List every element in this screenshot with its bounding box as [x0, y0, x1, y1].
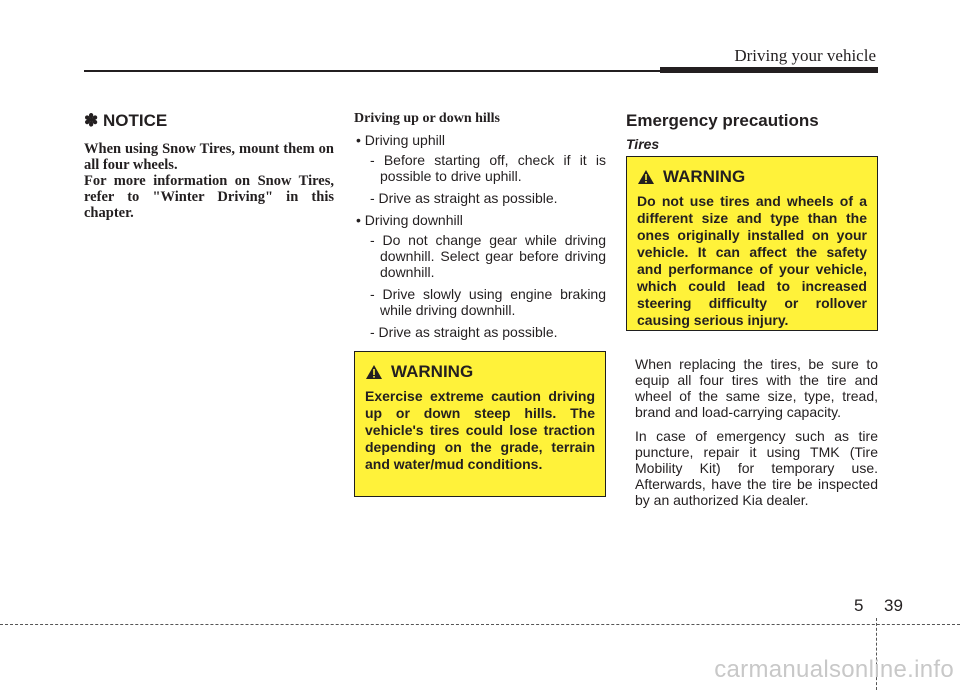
downhill-label: • Driving downhill — [356, 212, 463, 228]
paragraph: In case of emergency such as tire puncture, repair it using TMK (Tire Mobility Kit) for temporary use. Afterwards, have the tire be inspected by an authorized Kia dealer. — [635, 428, 878, 508]
footer-divider — [0, 624, 960, 625]
hill-warning-text: Exercise extreme caution driving up or down steep hills. The vehicle's tires could lose traction depending on the grade, terrain and water/mud conditions. — [365, 388, 595, 472]
emergency-title: Emergency precautions — [626, 111, 819, 130]
tires-warning-text: Do not use tires and wheels of a different size and type than the ones originally installed on your vehicle. It can affect the safety and performance of your vehicle, which could lead to increased steering difficulty or rollover causing serious injury. — [637, 193, 867, 328]
uphill-label: • Driving uphill — [356, 132, 445, 148]
list-item: - Drive as straight as possible. — [370, 324, 558, 340]
notice-title: ✽ NOTICE — [84, 111, 168, 130]
list-item: - Before starting off, check if it is possible to drive uphill. — [370, 152, 606, 184]
warning-triangle-icon — [365, 364, 383, 380]
section-header-title: Driving your vehicle — [734, 46, 876, 65]
list-item: - Do not change gear while driving downhill. Select gear before driving downhill. — [370, 232, 606, 280]
header-bar — [660, 67, 878, 73]
hills-heading: Driving up or down hills — [354, 111, 501, 126]
hills-list — [354, 132, 606, 346]
list-item: - Drive slowly using engine braking while driving downhill. — [370, 286, 606, 318]
paragraph: When replacing the tires, be sure to equip all four tires with the tire and wheel of the same size, type, tread, brand and load-carrying capacity. — [635, 356, 878, 420]
list-item: - Drive as straight as possible. — [370, 190, 558, 206]
warning-triangle-icon — [637, 169, 655, 185]
notice-body — [84, 141, 334, 221]
header-rule — [84, 70, 676, 72]
chapter-number: 5 — [854, 596, 864, 615]
hill-warning-title: WARNING — [391, 362, 474, 381]
tires-warning-title: WARNING — [663, 167, 746, 186]
tires-warning-box — [626, 156, 878, 331]
tires-subtitle: Tires — [626, 136, 660, 152]
tires-warning-header — [637, 167, 867, 187]
tires-paragraphs — [635, 356, 878, 516]
hill-warning-header — [365, 362, 595, 382]
page-number: 39 — [884, 596, 903, 615]
hill-warning-box — [354, 351, 606, 497]
watermark: carmanualsonline.info — [714, 656, 954, 683]
notice-line: For more information on Snow Tires, refer to "Winter Driving" in this chapter. — [84, 173, 334, 221]
notice-line: When using Snow Tires, mount them on all four wheels. — [84, 141, 334, 173]
